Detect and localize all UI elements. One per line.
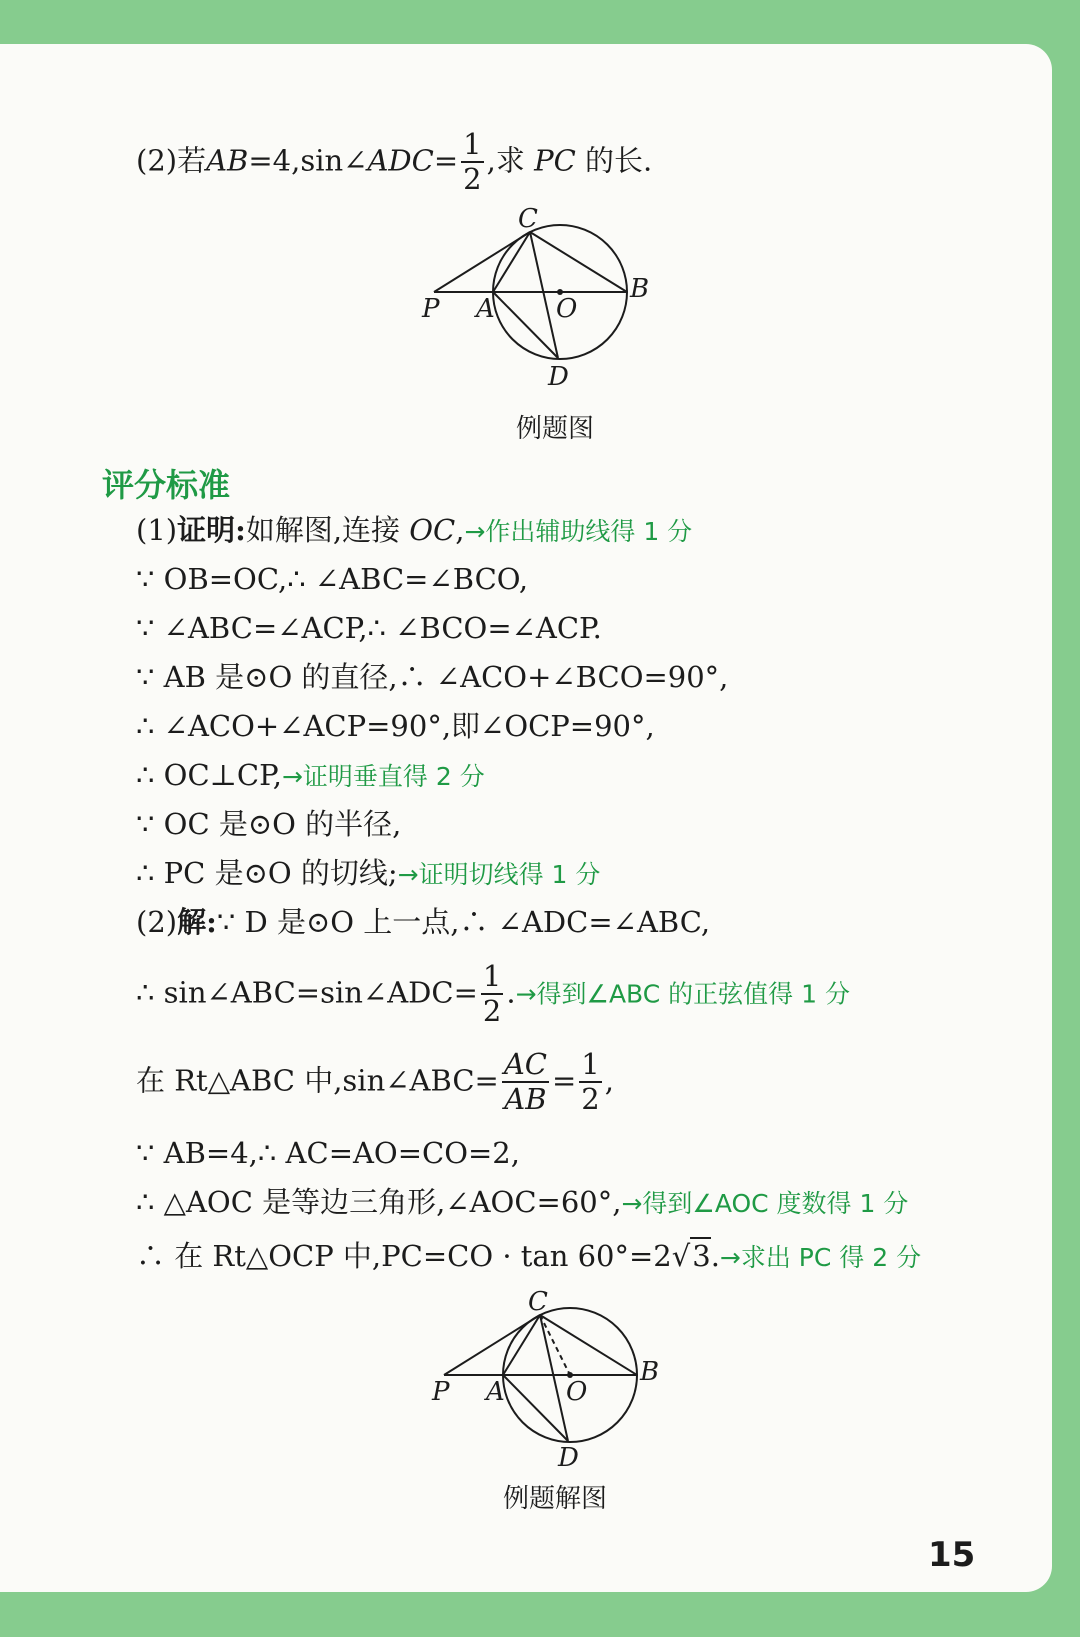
fraction-one-half: $\frac{1}{2}$	[482, 959, 502, 1029]
page-number: 15	[928, 1535, 976, 1575]
figure-caption: 例题解图	[503, 1484, 608, 1514]
score-note: →求出 PC 得 2 分	[719, 1243, 922, 1272]
label-b: B	[640, 1357, 660, 1387]
step-10: ∴ sin∠ABC=sin∠ADC= $\frac{1}{2}$ .→得到∠ABC 的正弦值得 1 分	[136, 959, 850, 1029]
figure-caption: 例题图	[516, 414, 595, 444]
example-figure	[420, 205, 680, 405]
label-o: O	[556, 294, 578, 324]
label-c: C	[528, 1290, 548, 1317]
label-b: B	[630, 274, 650, 304]
label-d: D	[548, 362, 569, 392]
step-7: ∵ OC 是⊙O 的半径,	[136, 807, 402, 841]
step-5: ∴ ∠ACO+∠ACP=90°,即∠OCP=90°,	[136, 709, 655, 743]
scoring-heading: 评分标准	[102, 466, 231, 504]
step-14: ∴ 在 Rt△OCP 中,PC=CO · tan 60°=2√3.→求出 PC 得 2 分	[136, 1239, 922, 1273]
fraction-ac-ab: $\frac{AC}{AB}$	[503, 1047, 547, 1117]
score-note: →作出辅助线得 1 分	[464, 517, 693, 546]
label-a: A	[486, 1377, 505, 1407]
label-o: O	[566, 1377, 588, 1407]
step-12: ∵ AB=4,∴ AC=AO=CO=2,	[136, 1136, 520, 1170]
step-11: 在 Rt△ABC 中,sin∠ABC= $\frac{AC}{AB}$ = $\frac{1}{2}$ ,	[136, 1047, 614, 1117]
label-a: A	[476, 294, 495, 324]
label-d: D	[558, 1443, 579, 1473]
label-p: P	[422, 294, 440, 324]
fraction-one-half: $\frac{1}{2}$	[581, 1047, 600, 1117]
score-note: →证明切线得 1 分	[397, 860, 601, 889]
question-line: (2)若AB=4,sin∠ADC= $\frac{1}{2}$ ,求 PC 的长.	[136, 127, 653, 197]
step-9: (2)解:∵ D 是⊙O 上一点,∴ ∠ADC=∠ABC,	[136, 905, 711, 939]
step-6: ∴ OC⊥CP,→证明垂直得 2 分	[136, 758, 485, 792]
label-p: P	[432, 1377, 450, 1407]
label-c: C	[518, 205, 538, 234]
score-note: →得到∠AOC 度数得 1 分	[621, 1189, 909, 1218]
solution-figure	[430, 1290, 690, 1480]
fraction-one-half: $\frac{1}{2}$	[463, 127, 482, 197]
step-4: ∵ AB 是⊙O 的直径,∴ ∠ACO+∠BCO=90°,	[136, 660, 729, 694]
step-8: ∴ PC 是⊙O 的切线;→证明切线得 1 分	[136, 856, 601, 890]
step-2: ∵ OB=OC,∴ ∠ABC=∠BCO,	[136, 562, 529, 596]
score-note: →证明垂直得 2 分	[281, 762, 485, 791]
step-13: ∴ △AOC 是等边三角形,∠AOC=60°,→得到∠AOC 度数得 1 分	[136, 1185, 909, 1219]
step-1: (1)证明:如解图,连接 OC,→作出辅助线得 1 分	[136, 513, 693, 547]
score-note: →得到∠ABC 的正弦值得 1 分	[515, 979, 850, 1009]
step-3: ∵ ∠ABC=∠ACP,∴ ∠BCO=∠ACP.	[136, 611, 602, 645]
